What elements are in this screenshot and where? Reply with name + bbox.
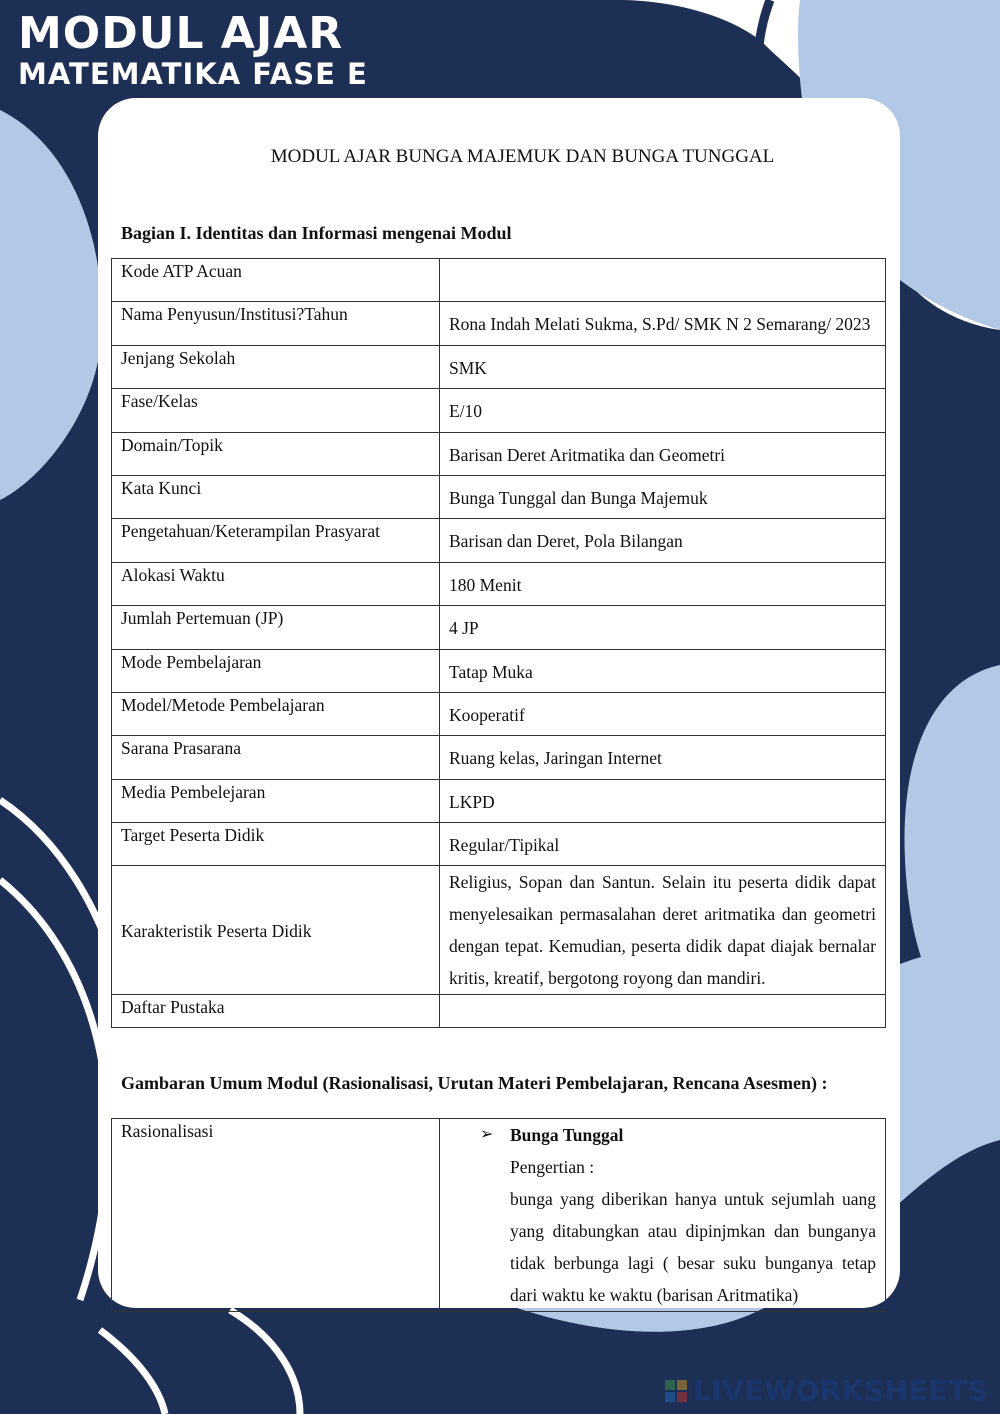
table-row [112, 562, 886, 605]
table-row [112, 432, 886, 475]
row-label: Kata Kunci [112, 475, 440, 518]
pengertian-label: Pengertian : [510, 1157, 595, 1177]
brand-subtitle: MATEMATIKA FASE E [18, 57, 368, 91]
row-label: Daftar Pustaka [112, 995, 440, 1028]
row-label: Fase/Kelas [112, 389, 440, 432]
table-row [112, 649, 886, 692]
table-row-daftar-pustaka [112, 995, 886, 1028]
table-row [112, 389, 886, 432]
table-row [112, 302, 886, 345]
row-label: Kode ATP Acuan [112, 259, 440, 302]
table-row [112, 259, 886, 302]
row-label: Jenjang Sekolah [112, 345, 440, 388]
row-value [440, 1119, 886, 1312]
bullet-item [480, 1119, 876, 1151]
liveworksheets-logo-icon [665, 1380, 687, 1402]
row-value: LKPD [440, 779, 886, 822]
row-label: Mode Pembelajaran [112, 649, 440, 692]
row-label: Pengetahuan/Keterampilan Prasyarat [112, 519, 440, 562]
row-value: Barisan Deret Aritmatika dan Geometri [440, 432, 886, 475]
table-row [112, 475, 886, 518]
table-row [112, 692, 886, 735]
row-value: Barisan dan Deret, Pola Bilangan [440, 519, 886, 562]
table-row [112, 345, 886, 388]
row-value: Rona Indah Melati Sukma, S.Pd/ SMK N 2 Semarang/ 2023 [440, 302, 886, 345]
identity-rows [112, 259, 886, 866]
section-2-title: Gambaran Umum Modul (Rasionalisasi, Urutan Materi Pembelajaran, Rencana Asesmen) : [121, 1073, 828, 1093]
overview-table [111, 1118, 886, 1312]
row-value: Tatap Muka [440, 649, 886, 692]
row-value: Regular/Tipikal [440, 823, 886, 866]
row-label: Karakteristik Peserta Didik [112, 866, 440, 995]
row-value: 4 JP [440, 606, 886, 649]
row-label: Nama Penyusun/Institusi?Tahun [112, 302, 440, 345]
row-value: SMK [440, 345, 886, 388]
table-row [112, 736, 886, 779]
bullet-title: Bunga Tunggal [510, 1125, 624, 1145]
row-label: Domain/Topik [112, 432, 440, 475]
brand-title: MODUL AJAR [18, 8, 344, 59]
table-row [112, 823, 886, 866]
table-row [112, 519, 886, 562]
row-value [440, 995, 886, 1028]
row-label: Jumlah Pertemuan (JP) [112, 606, 440, 649]
row-value: Religius, Sopan dan Santun. Selain itu peserta didik dapat menyelesaikan permasalahan deret aritmatika dan geometri dengan tepat. Kemudian, peserta didik dapat diajak bernalar kritis, kreatif, bergotong royong dan mandiri. [440, 866, 886, 995]
watermark [665, 1374, 988, 1407]
row-label: Rasionalisasi [112, 1119, 440, 1312]
table-row-rasionalisasi [112, 1119, 886, 1312]
table-row-karakteristik [112, 866, 886, 995]
row-value [440, 259, 886, 302]
row-label: Sarana Prasarana [112, 736, 440, 779]
watermark-text: LIVEWORKSHEETS [692, 1374, 988, 1407]
row-label: Media Pembelejaran [112, 779, 440, 822]
row-value: Bunga Tunggal dan Bunga Majemuk [440, 475, 886, 518]
pengertian-text: bunga yang diberikan hanya untuk sejumlah uang yang ditabungkan atau dipinjmkan dan bunganya tidak berbunga lagi ( besar suku bunganya tetap dari waktu ke waktu (barisan Aritmatika) [510, 1189, 876, 1305]
arrow-bullet-icon: ➢ [480, 1126, 494, 1143]
row-label: Target Peserta Didik [112, 823, 440, 866]
document-title: MODUL AJAR BUNGA MAJEMUK DAN BUNGA TUNGGAL [270, 146, 775, 167]
table-row [112, 779, 886, 822]
identity-table [111, 258, 886, 1028]
row-value: Kooperatif [440, 692, 886, 735]
section-1-title: Bagian I. Identitas dan Informasi mengenai Modul [121, 223, 512, 243]
table-row [112, 606, 886, 649]
brand-header [18, 8, 368, 91]
row-label: Model/Metode Pembelajaran [112, 692, 440, 735]
row-value: 180 Menit [440, 562, 886, 605]
row-value: E/10 [440, 389, 886, 432]
row-label: Alokasi Waktu [112, 562, 440, 605]
row-value: Ruang kelas, Jaringan Internet [440, 736, 886, 779]
